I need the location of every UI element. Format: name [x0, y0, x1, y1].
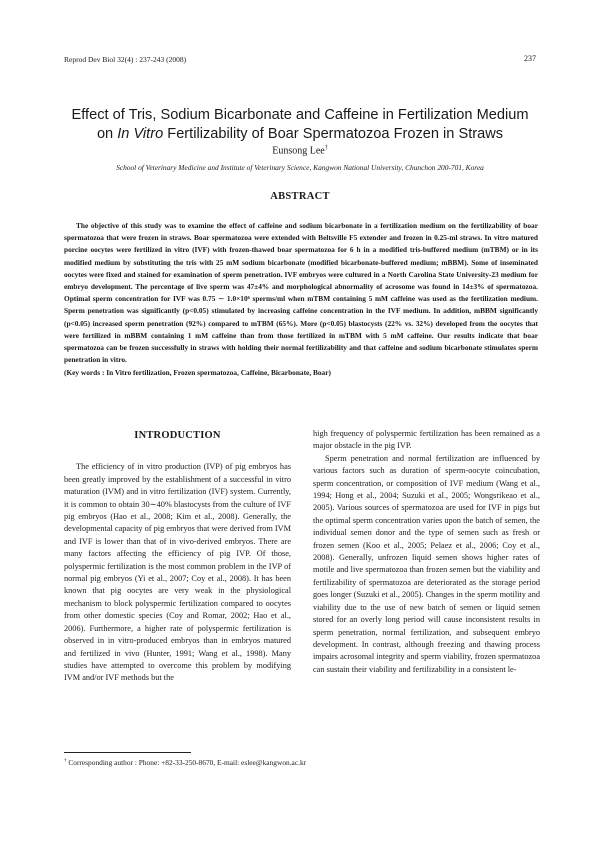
abstract-text: The objective of this study was to examine the effect of caffeine and sodium bicarbonate in a fertilization medium on the fertilizability of boar spermatozoa that were frozen in straws. Boar spermatozoa were extended with Beltsville F5 extender and frozen in 0.25-ml straws. In vitro matured porcine oocytes were fertilized in vitro (IVF) with frozen-thawed boar spermatozoa for 6 h in a modified tris-buffered medium (mTBM) or in its modified medium by substituting the tris with 25 mM sodium bicarbonate (modified bicarbonate-buffered medium; mBBM). Some of inseminated oocytes were fixed and stained for examination of sperm penetration. IVF embryos were cultured in a North Carolina State University-23 medium for embryo development. The percentage of live sperm was 47±4% and morphological abnormality of acrosome was found in 14±3% of spermatozoa. Optimal sperm concentration for IVF was 0.75 ∼ 1.0×10⁶ sperms/ml when mTBM containing 5 mM caffeine was used as the fertilization medium. Sperm penetration was significantly (p<0.05) stimulated by increasing caffeine concentration in the IVF medium. In addition, mBBM significantly (p<0.05) increased sperm penetration (92%) compared to mTBM (65%). More (p<0.05) blastocysts (22% vs. 32%) developed from the oocytes that were fertilized in mBBM containing 1 mM caffeine than from those fertilized in mTBM with 5 mM caffeine. Our results indicate that boar spermatozoa can be frozen successfully in straws with holding their normal fertilizability and that caffeine and sodium bicarbonate stimulates sperm penetration in vitro.	[64, 221, 538, 365]
introduction-paragraph-1-continued: high frequency of polyspermic fertilization has been remained as a major obstacle in the pig IVP.	[313, 429, 540, 451]
keywords-line: (Key words : In Vitro fertilization, Frozen spermatozoa, Caffeine, Bicarbonate, Boar)	[64, 368, 331, 378]
body-column-right	[313, 428, 540, 676]
author-line	[0, 145, 600, 156]
introduction-paragraph-2: Sperm penetration and normal fertilization are influenced by various factors such as duration of sperm-oocyte coincubation, sperm concentration, or composition of IVF medium (Wang et al., 1994; Hong et al., 2004; Suzuki et al., 2005; Wongsrikeao et al., 2005). Various sources of spermatozoa are used for IVF in pigs but the optimal sperm concentration varies upon the batch of semen, the individual semen donor and the type of semen such as fresh or frozen semen (Koo et al., 2005; Pelaez et al., 2006; Coy et al., 2008). Generally, unfrozen liquid semen shows higher rates of motile and live spermatozoa than frozen semen but the viability and fertilizability of spermatozoa are deteriorated as the storage period goes longer (Suzuki et al., 2005). Changes in the sperm motility and viability due to the use of new batch of semen or liquid semen stored for an overly long period will cause inconsistent results in sperm penetration, normal fertilization, and subsequent embryo development. In contrast, although freezing and thawing process impairs acrosomal integrity and sperm viability, frozen spermatozoa can sustain their viability and fertilizability in a consistent le-	[313, 453, 540, 674]
author-affiliation: School of Veterinary Medicine and Institute of Veterinary Science, Kangwon National University, Chunchon 200-701, Korea	[116, 163, 484, 172]
running-head: Reprod Dev Biol 32(4) : 237-243 (2008)	[64, 55, 187, 64]
corresponding-author-mark: †	[324, 145, 328, 151]
article-title	[40, 106, 560, 144]
introduction-paragraph-1: The efficiency of in vitro production (IVP) of pig embryos has been greatly improved by the establishment of a successful in vitro maturation (IVM) and in vitro fertilization (IVF) system. Currently, it is common to obtain 30∼40% blastocysts from the culture of IVF pig embryos (Hao et al., 2008; Kim et al., 2008). Generally, the developmental capacity of pig embryos that were derived from IVM and IVF is lower than that of in vivo-derived embryos. There are many factors affecting the efficiency of pig IVP. Of those, polyspermic fertilization is the most common problem in the IVP of normal pig embryos (Yi et al., 2007; Coy et al., 2008). It has been known that pig oocytes are very weak in the physiological mechanism to block polyspermic fertilization compared to oocytes from other domestic species (Coy and Romar, 2002; Hao et al., 2006). Furthermore, a higher rate of polyspermic fertilization is observed in in vitro-produced embryos than in embryos matured and fertilized in vivo (Hunter, 1991; Wang et al., 1998). Many studies have attempted to overcome this problem by modifying IVM and/or IVF methods but the	[64, 462, 291, 683]
page-number: 237	[524, 54, 536, 63]
title-line-2-prefix: on	[96, 125, 118, 142]
footnote-mark: †	[64, 758, 67, 764]
corresponding-author-footnote	[64, 758, 306, 767]
footnote-divider	[64, 752, 191, 753]
abstract-heading: ABSTRACT	[270, 191, 330, 202]
title-line-2-italic: In Vitro	[117, 125, 164, 142]
abstract-section	[64, 220, 538, 380]
body-column-left	[64, 424, 291, 685]
title-line-1: Effect of Tris, Sodium Bicarbonate and Caffeine in Fertilization Medium	[71, 106, 529, 123]
author-name: Eunsong Lee	[272, 145, 325, 157]
introduction-heading: INTRODUCTION	[134, 430, 221, 441]
footnote-text: Corresponding author : Phone: +82-33-250-8670, E-mail: eslee@kangwon.ac.kr	[66, 758, 307, 767]
title-line-2-suffix: Fertilizability of Boar Spermatozoa Frozen in Straws	[163, 125, 504, 142]
